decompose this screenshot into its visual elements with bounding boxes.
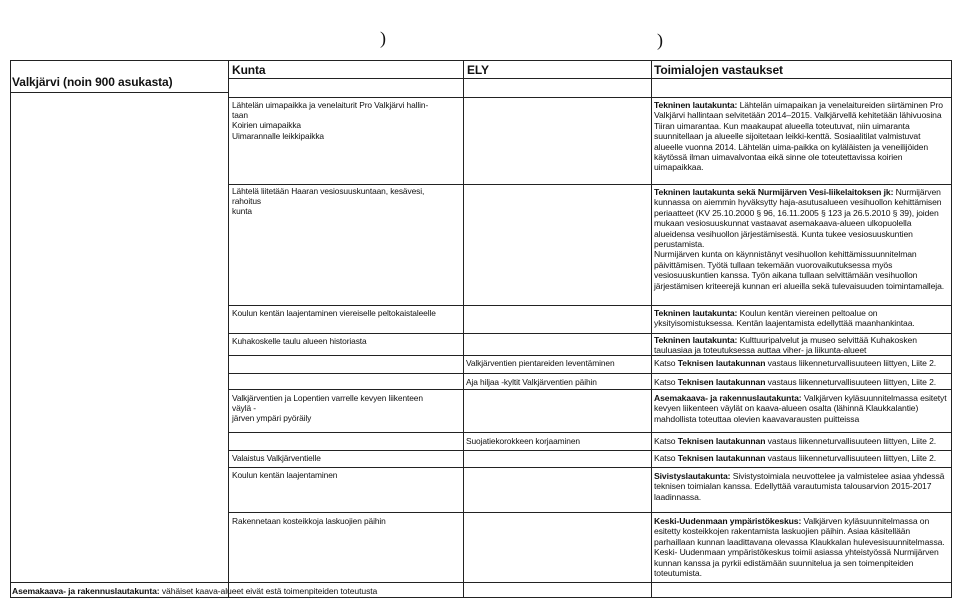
- row-10-response: Sivistyslautakunta: Sivistystoimiala neuvottelee ja valmistelee asiaa yhdessä teknisen toimialan kanssa. Edellyttää varautumista talousarvion 2015-2017 laadinnassa.: [654, 471, 945, 502]
- row-10-kunta: Koulun kentän laajentaminen: [232, 470, 338, 480]
- row-8-response: Katso Teknisen lautakunnan vastaus liikenneturvallisuuteen liittyen, Liite 2.: [654, 436, 937, 446]
- row-1-kunta: Lähtelän uimapaikka ja venelaiturit Pro Valkjärvi hallin- taan Koirien uimapaikka Uimarannalle leikkipaikka: [232, 100, 429, 141]
- row-8-ely: Suojatiekorokkeen korjaaminen: [466, 436, 580, 446]
- row-9-kunta: Valaistus Valkjärventielle: [232, 453, 321, 463]
- margin-mark-right: ): [657, 30, 663, 50]
- row-4-response: Tekninen lautakunta: Kulttuuripalvelut ja museo selvittää Kuhakosken tauluasiaa ja toteutuksessa auttaa viher- ja liikunta-alueet: [654, 335, 917, 356]
- row-6-ely: Aja hiljaa -kyltit Valkjärventien päihin: [466, 377, 597, 387]
- row-1-response: Tekninen lautakunta: Lähtelän uimapaikan ja venelaitureiden siirtäminen Pro Valkjärvi hallintaan selvitetään 2014–2015. Valkjärvellä kehitetään lähivuosina Tiiran uimarantaa. Kun maakaupat alueella toteutuvat, niin uimaranta suunnitellaan ja alueelle sijoitetaan leikki-kenttä. Sosiaalitilat valmistuvat alueelle vuonna 2014. Lähtelän uima-paikka on kyläläisten ja veneilijöiden käytössä ilman uimavalvontaa eikä sinne ole toteutettavissa koirien uimapaikkaa.: [654, 100, 943, 173]
- column-header-toimialat: Toimialojen vastaukset: [654, 63, 783, 77]
- row-7-kunta: Valkjärventien ja Lopentien varrelle kevyen liikenteen väylä - järven ympäri pyöräily: [232, 393, 423, 424]
- row-5-response: Katso Teknisen lautakunnan vastaus liikenneturvallisuuteen liittyen, Liite 2.: [654, 358, 937, 368]
- row-3-kunta: Koulun kentän laajentaminen viereiselle peltokaistaleelle: [232, 308, 436, 318]
- row-2-response: Tekninen lautakunta sekä Nurmijärven Vesi-liikelaitoksen jk: Nurmijärven kunnassa on aiemmin hyväksytty haja-asutusalueen vesihuollon kehittämisen periaatteet (KV 25.10.2000 § 96, 16.11.2005 § 123 ja 26.5.2010 § 39), joiden mukaan vesiosuuskunnat vastaavat asemakaava-alueen ulkopuolella alueidensa vesihuollon järjestämisestä. Kunta tukee vesiosuuskuntien perustamista. Nurmijärven kunta on käynnistänyt vesihuollon kehittämissuunnitelman päivittämisen. Työtä tullaan tekemään vuorovaikutuksessa myös vesiosuuskuntien kanssa. Työn aikana tullaan selvittämään vesihuollon järjestämisen kriteerejä kunnan eri alueilla sekä tulevaisuuden toimintamalleja.: [654, 187, 945, 291]
- municipality-label: Valkjärvi (noin 900 asukasta): [12, 75, 173, 89]
- row-11-response: Keski-Uudenmaan ympäristökeskus: Valkjärven kyläsuunnitelmassa on esitetty kosteikkojen rakentamista laskuojien päihin. Asiaa käsitellään parhaillaan kunnan laadittavana olevassa Klaukkalan hulevesisuunnitelmassa. Keski- Uudenmaan ympäristökeskus toimii asiassa yhteistyössä Nurmijärven kunnan kanssa ja pyrkii edistämään suunnitelua ja sen toimenpiteiden toteutumista.: [654, 516, 945, 579]
- row-7-response: Asemakaava- ja rakennuslautakunta: Valkjärven kyläsuunnitelmassa esitetyt kevyen liikenteen väylät on kaava-alueen osalta (lähinnä Klaukkalantie) mahdollista toteuttaa olevien kaavavarausten puitteissa: [654, 393, 947, 424]
- column-header-kunta: Kunta: [232, 63, 266, 77]
- row-2-kunta: Lähtelä liitetään Haaran vesiosuuskuntaan, kesävesi, rahoitus kunta: [232, 186, 425, 217]
- row-11-kunta: Rakennetaan kosteikkoja laskuojien päihin: [232, 516, 386, 526]
- row-9-response: Katso Teknisen lautakunnan vastaus liikenneturvallisuuteen liittyen, Liite 2.: [654, 453, 937, 463]
- row-4-kunta: Kuhakoskelle taulu alueen historiasta: [232, 336, 367, 346]
- column-header-ely: ELY: [467, 63, 489, 77]
- row-5-ely: Valkjärventien pientareiden leventäminen: [466, 358, 615, 368]
- footer-note: Asemakaava- ja rakennuslautakunta: vähäiset kaava-alueet eivät estä toimenpiteiden toteutusta: [12, 586, 378, 596]
- margin-mark-left: ): [380, 28, 386, 48]
- row-6-response: Katso Teknisen lautakunnan vastaus liikenneturvallisuuteen liittyen, Liite 2.: [654, 377, 937, 387]
- row-3-response: Tekninen lautakunta: Koulun kentän viereinen peltoalue on yksityisomistuksessa. Kentän laajentamista edellyttää maanhankintaa.: [654, 308, 915, 329]
